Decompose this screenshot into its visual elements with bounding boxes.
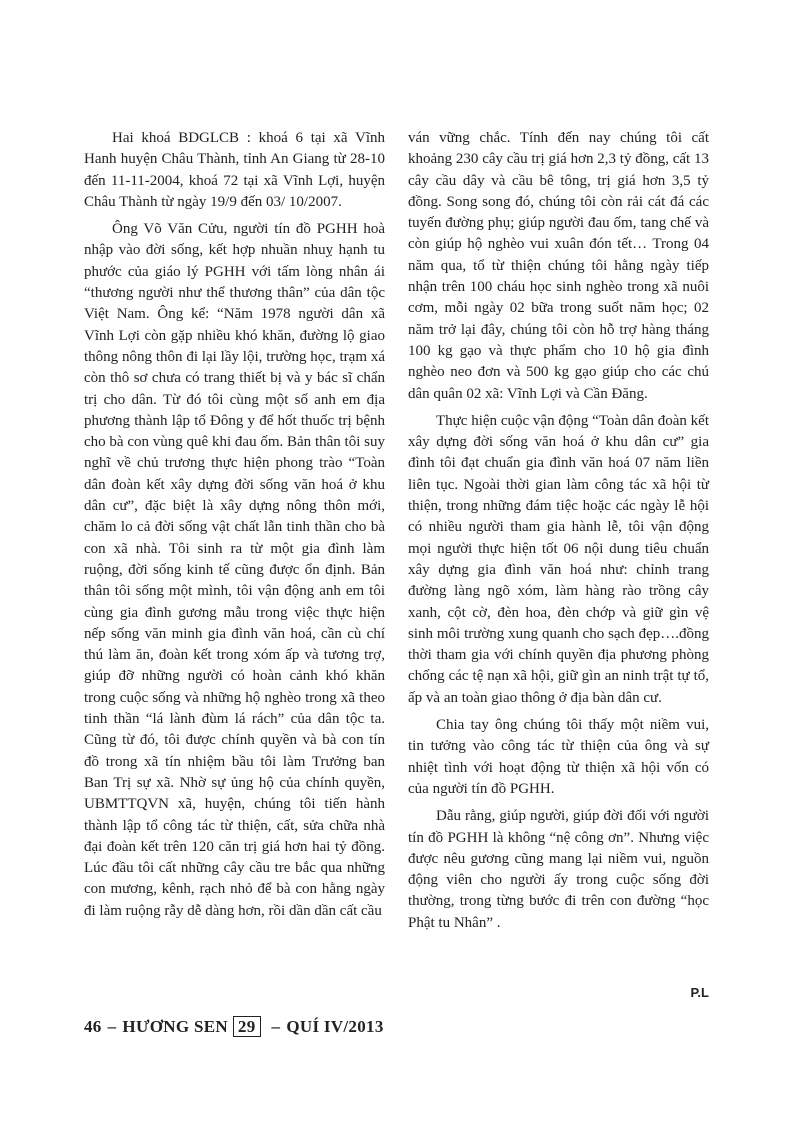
magazine-title: HƯƠNG SEN	[122, 1016, 228, 1036]
paragraph: Chia tay ông chúng tôi thấy một niềm vui, tin tưởng vào công tác từ thiện của ông và sự nhiệt tình với hoạt động từ thiện xã hội vốn có của người tín đồ PGHH.	[408, 717, 709, 797]
paragraph: Hai khoá BDGLCB : khoá 6 tại xã Vĩnh Hanh huyện Châu Thành, tỉnh An Giang từ 28-10 đến 11-11-2004, khoá 72 tại xã Vĩnh Lợi, huyện Châu Thành từ ngày 19/9 đến 03/ 10/2007.	[84, 130, 385, 210]
footer-dash: –	[107, 1016, 117, 1036]
paragraph: ván vững chắc. Tính đến nay chúng tôi cất khoảng 230 cây cầu trị giá hơn 2,3 tỷ đồng, cất 13 cây cầu dây và cầu bê tông, trị giá hơn 3,5 tỷ đồng. Song song đó, chúng tôi còn rải cát đá các tuyến đường phụ; giúp người đau ốm, tang chế và còn giúp hộ nghèo vui xuân đón tết… Trong 04 năm qua, tổ từ thiện chúng tôi hằng ngày tiếp nhận trên 100 cháu học sinh nghèo trong xã nuôi cơm, mỗi ngày 02 bữa trong suốt năm học; 02 năm trở lại đây, chúng tôi còn hỗ trợ hàng tháng 100 kg gạo và thực phẩm cho 10 hộ gia đình nghèo neo đơn và 500 kg gạo giúp cho các chú dân quân 02 xã: Vĩnh Lợi và Cần Đăng.	[408, 130, 709, 402]
paragraph: Ông Võ Văn Cửu, người tín đồ PGHH hoà nhập vào đời sống, kết hợp nhuần nhuỵ hạnh tu phước của giáo lý PGHH với tấm lòng nhân ái “thương người như thể thương thân” của dân tộc Việt Nam. Ông kể: “Năm 1978 người dân xã Vĩnh Lợi còn gặp nhiều khó khăn, đường lộ giao thông nông thôn đi lại lầy lội, trường học, trạm xá còn thô sơ chưa có trang thiết bị và y bác sĩ chẩn trị cho dân. Từ đó tôi cùng một số anh em địa phương thành lập tổ Đông y để hốt thuốc trị bệnh cho bà con vùng quê khi đau ốm. Bản thân tôi suy nghĩ về chủ trương thực hiện phong trào “Toàn dân đoàn kết xây dựng đời sống văn hoá ở khu dân cư”, đặc biệt là xây dựng nông thôn mới, chăm lo cả đời sống vật chất lẫn tinh thần cho bà con xã nhà. Tôi sinh ra từ một gia đình làm ruộng, đời sống kinh tế cũng được ổn định. Bản thân tôi sống một mình, tôi vận động anh em tôi cùng gia đình gương mẫu trong việc thực hiện nếp sống văn minh gia đình văn hoá, cần cù chí thú làm ăn, đoàn kết trong xóm ấp và tương trợ, giúp đỡ những người có hoàn cảnh khó khăn trong cuộc sống và những hộ nghèo trong xã theo tinh thần “lá lành đùm lá rách” của dân tộc ta. Cũng từ đó, tôi được chính quyền và bà con tín đồ trong xã tín nhiệm bầu tôi làm Trưởng ban Ban Trị sự xã. Nhờ sự ủng hộ của chính quyền, UBMTTQVN xã, huyện, chúng tôi tiến hành thành lập tổ công tác từ thiện, cất, sửa chữa nhà đại đoàn kết trên 120 căn trị giá hơn hai tỷ đồng. Lúc đầu tôi cất những cây cầu tre bắc qua những con mương, kênh, rạch nhỏ để bà con hằng ngày đi làm ruộng rẫy dễ dàng hơn, rồi dần dần cất cầu	[84, 221, 385, 919]
paragraph: Thực hiện cuộc vận động “Toàn dân đoàn kết xây dựng đời sống văn hoá ở khu dân cư” gia đình tôi đạt chuẩn gia đình văn hoá 07 năm liền liên tục. Ngoài thời gian làm công tác xã hội từ thiện, trong những đám tiệc hoặc các ngày lễ hội có nhiều người tham gia hành lễ, tôi vận động mọi người thực hiện tốt 06 nội dung tiêu chuẩn xây dựng gia đình văn hoá như: chỉnh trang đường làng ngõ xóm, làm hàng rào trồng cây xanh, cột cờ, đèn hoa, đèn chớp và giữ gìn vệ sinh môi trường xung quanh cho sạch đẹp….đồng thời tham gia với chính quyền địa phương phòng chống các tệ nạn xã hội, giữ gìn an ninh trật tự tổ, ấp và an toàn giao thông ở địa bàn dân cư.	[408, 412, 709, 706]
paragraph: Dẫu rằng, giúp người, giúp đời đối với người tín đồ PGHH là không “nệ công ơn”. Nhưng việc được nêu gương cũng mang lại niềm vui, nguồn động viên cho người ấy trong cuộc sống đời thường, trong từng bước đi trên con đường “học Phật tu Nhân” .	[408, 808, 709, 931]
issue-number: 29	[233, 1016, 261, 1037]
author-signature: P.L	[690, 985, 709, 1000]
footer-dash: –	[271, 1016, 281, 1036]
page-number: 46	[84, 1016, 102, 1036]
page-footer	[84, 1016, 384, 1037]
right-column	[408, 128, 709, 940]
left-column	[84, 128, 385, 928]
issue-quarter: QUÍ IV/2013	[286, 1016, 384, 1036]
